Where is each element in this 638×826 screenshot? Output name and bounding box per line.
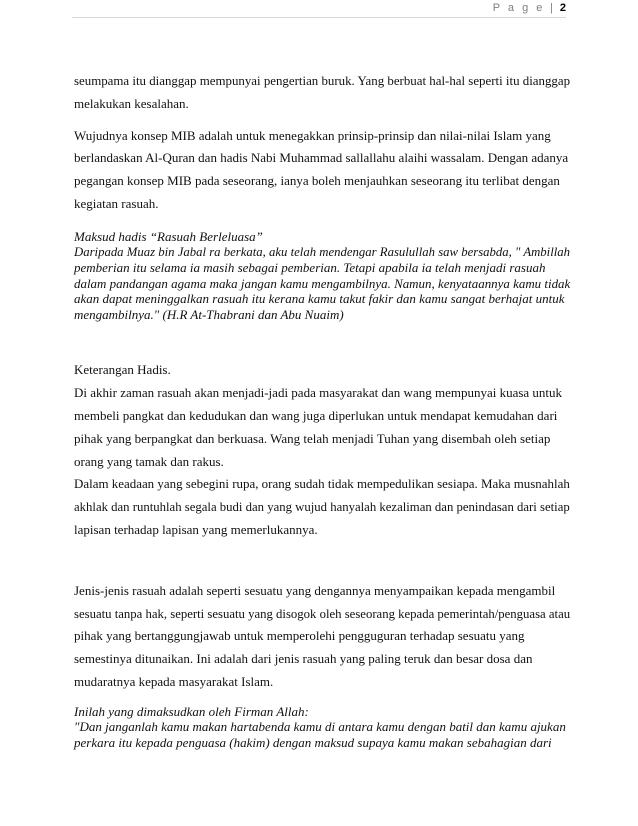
text-line: dalam pandangan agama maka jangan kamu mengambilnya. Namun, kenyataannya kamu tidak — [74, 275, 571, 291]
text-line: pihak yang berpangkat dan berkuasa. Wang telah menjadi Tuhan yang disembah oleh setiap — [74, 430, 551, 446]
text-line: akan dapat meninggalkan rasuah itu kerana kamu takut fakir dan kamu sangat berhajat untuk — [74, 291, 565, 307]
text-line: pihak yang bertanggungjawab untuk memperolehi pengguguran terhadap sesuatu yang — [74, 628, 525, 644]
paragraph-mib — [74, 125, 570, 216]
text-line: melakukan kesalahan. — [74, 95, 189, 111]
text-line: mudaratnya kepada masyarakat Islam. — [74, 673, 274, 689]
text-line: perkara itu kepada penguasa (hakim) dengan maksud supaya kamu makan sebahagian dari — [74, 734, 552, 750]
text-line: Daripada Muaz bin Jabal ra berkata, aku telah mendengar Rasulullah saw bersabda, " Ambillah — [74, 244, 571, 260]
text-line: pemberian itu selama ia masih sebagai pemberian. Tetapi apabila ia telah menjadi rasuah — [74, 259, 546, 275]
hadis-quote — [74, 229, 570, 323]
page-label: P a g e — [492, 2, 545, 14]
paragraph-keterangan — [74, 359, 570, 473]
text-line: "Dan janganlah kamu makan hartabenda kamu di antara kamu dengan batil dan kamu ajukan — [74, 719, 566, 735]
text-line: akhlak dan runtuhlah segala budi dan yang wujud hanyalah kezaliman dan penindasan dari setiap — [74, 499, 570, 515]
paragraph-keadaan — [74, 473, 570, 541]
section-heading: Keterangan Hadis. — [74, 362, 171, 378]
text-line: mengambilnya." (H.R At-Thabrani dan Abu Nuaim) — [74, 306, 344, 322]
text-line: orang yang tamak dan rakus. — [74, 453, 224, 469]
text-line: membeli pangkat dan kedudukan dan wang juga diperlukan untuk mendapat kemudahan dari — [74, 407, 558, 423]
text-line: Jenis-jenis rasuah adalah seperti sesuatu yang dengannya menyampaikan kepada mengambil — [74, 582, 556, 598]
paragraph-continuation — [74, 70, 570, 116]
text-line: seumpama itu dianggap mempunyai pengertian buruk. Yang berbuat hal-hal seperti itu dianggap — [74, 73, 571, 88]
hadis-title: Maksud hadis “Rasuah Berleluasa” — [74, 228, 263, 244]
paragraph-jenis-rasuah — [74, 580, 570, 694]
text-line: lapisan terhadap lapisan yang memerlukannya. — [74, 521, 318, 537]
page-separator: | — [549, 2, 553, 14]
text-line: pegangan konsep MIB pada seseorang, ianya boleh menjauhkan seseorang itu terlibat dengan — [74, 173, 560, 189]
page-number: 2 — [559, 2, 566, 14]
text-line: berlandaskan Al-Quran dan hadis Nabi Muhammad sallallahu alaihi wassalam. Dengan adanya — [74, 150, 569, 166]
firman-quote — [74, 704, 570, 751]
text-line: Wujudnya konsep MIB adalah untuk menegakkan prinsip-prinsip dan nilai-nilai Islam yang — [74, 127, 551, 143]
text-line: kegiatan rasuah. — [74, 195, 159, 211]
text-line: semestinya ditunaikan. Ini adalah dari jenis rasuah yang paling teruk dan besar dosa dan — [74, 651, 533, 667]
text-line: Di akhir zaman rasuah akan menjadi-jadi pada masyarakat dan wang mempunyai kuasa untuk — [74, 385, 563, 401]
text-line: Inilah yang dimaksudkan oleh Firman Allah: — [74, 703, 309, 719]
document-body — [74, 70, 570, 750]
page-header — [72, 2, 566, 18]
text-line: sesuatu tanpa hak, seperti sesuatu yang disogok oleh seseorang kepada pemerintah/penguasa atau — [74, 605, 571, 621]
text-line: Dalam keadaan yang sebegini rupa, orang sudah tidak mempedulikan sesiapa. Maka musnahlah — [74, 476, 570, 492]
